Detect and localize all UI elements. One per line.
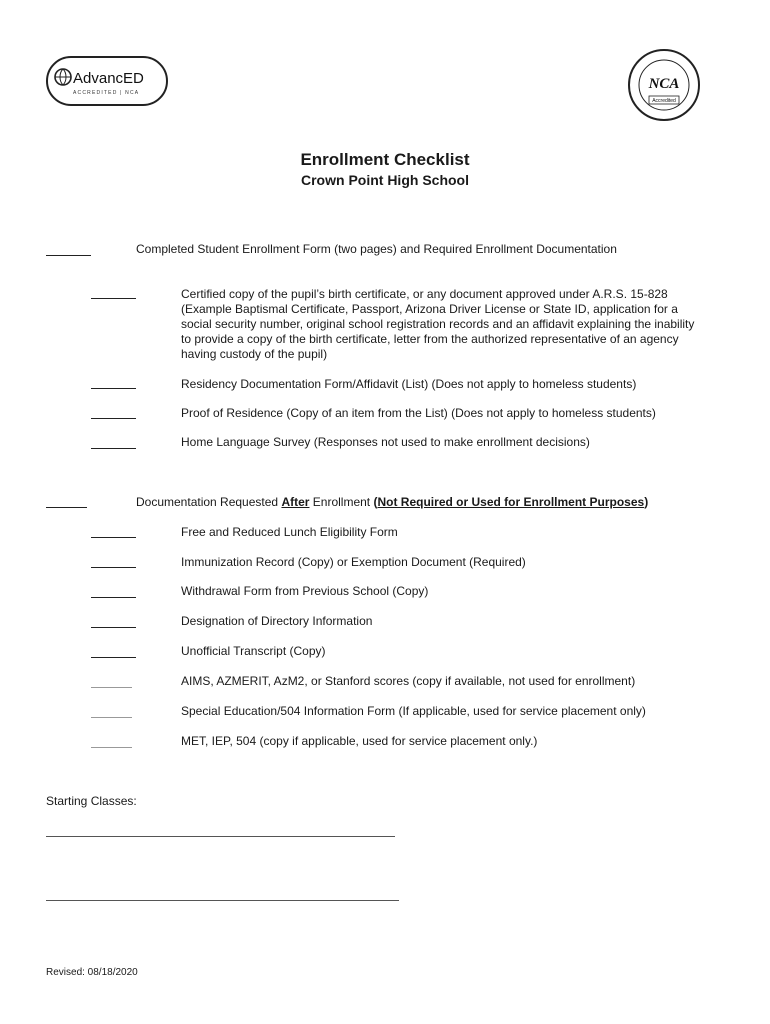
checkbox-blank[interactable]: [91, 597, 136, 598]
section2-label-mid: Enrollment: [309, 495, 374, 509]
list-item: Immunization Record (Copy) or Exemption Document (Required): [181, 555, 526, 569]
page-title: Enrollment Checklist: [300, 150, 470, 169]
list-item: MET, IEP, 504 (copy if applicable, used for service placement only.): [181, 734, 538, 748]
nca-seal-logo: [627, 48, 701, 122]
checkbox-blank[interactable]: [91, 418, 136, 419]
checkbox-blank[interactable]: [46, 255, 91, 256]
list-item: Designation of Directory Information: [181, 614, 373, 628]
list-item: Home Language Survey (Responses not used to make enrollment decisions): [181, 435, 590, 449]
checkbox-blank[interactable]: [91, 388, 136, 389]
section2-label-paren-open: (: [373, 495, 378, 509]
list-item: Unofficial Transcript (Copy): [181, 644, 326, 658]
list-item: AIMS, AZMERIT, AzM2, or Stanford scores (copy if available, not used for enrollment): [181, 674, 636, 688]
starting-classes-label: Starting Classes:: [46, 794, 137, 808]
revision-date: Revised: 08/18/2020: [46, 967, 138, 978]
checkbox-blank[interactable]: [91, 567, 136, 568]
checkbox-blank[interactable]: [91, 747, 132, 748]
checkbox-blank[interactable]: [91, 627, 136, 628]
section1-label: Completed Student Enrollment Form (two pages) and Required Enrollment Documentation: [136, 242, 617, 256]
starting-classes-line-1[interactable]: [46, 836, 395, 837]
advanced-logo: [46, 56, 168, 106]
list-item: Proof of Residence (Copy of an item from the List) (Does not apply to homeless students): [181, 406, 656, 420]
checkbox-blank[interactable]: [91, 657, 136, 658]
checkbox-blank[interactable]: [46, 507, 87, 508]
section2-label-paren-close: ): [644, 495, 649, 509]
svg-text:NCA: NCA: [648, 76, 680, 92]
school-name: Crown Point High School: [301, 172, 469, 188]
checkbox-blank[interactable]: [91, 537, 136, 538]
list-item: Withdrawal Form from Previous School (Copy): [181, 584, 429, 598]
svg-text:AdvancED: AdvancED: [73, 70, 144, 87]
checkbox-blank[interactable]: [91, 717, 132, 718]
list-item: Free and Reduced Lunch Eligibility Form: [181, 525, 398, 539]
checkbox-blank[interactable]: [91, 687, 132, 688]
list-item: Certified copy of the pupil’s birth certificate, or any document approved under A.R.S. 15-828 (Example Baptismal Certificate, Passport, Arizona Driver License or State ID, application for a social security number, original school registration records and an affidavit explaining the inability to provide a copy of the birth certificate, letter from the authorized representative of an agency having custody of the pupil): [181, 287, 695, 361]
section2-label-emph: After: [281, 495, 310, 509]
section2-label: [136, 495, 648, 510]
list-item: Special Education/504 Information Form (If applicable, used for service placement only): [181, 704, 646, 718]
list-item: Residency Documentation Form/Affidavit (List) (Does not apply to homeless students): [181, 377, 637, 391]
section2-label-bold: Not Required or Used for Enrollment Purposes: [377, 495, 645, 509]
checkbox-blank[interactable]: [91, 298, 136, 299]
checkbox-blank[interactable]: [91, 448, 136, 449]
svg-text:ACCREDITED | NCA: ACCREDITED | NCA: [73, 90, 140, 96]
svg-text:Accredited: Accredited: [652, 98, 676, 104]
starting-classes-line-2[interactable]: [46, 900, 399, 901]
section2-label-prefix: Documentation Requested: [136, 495, 282, 509]
